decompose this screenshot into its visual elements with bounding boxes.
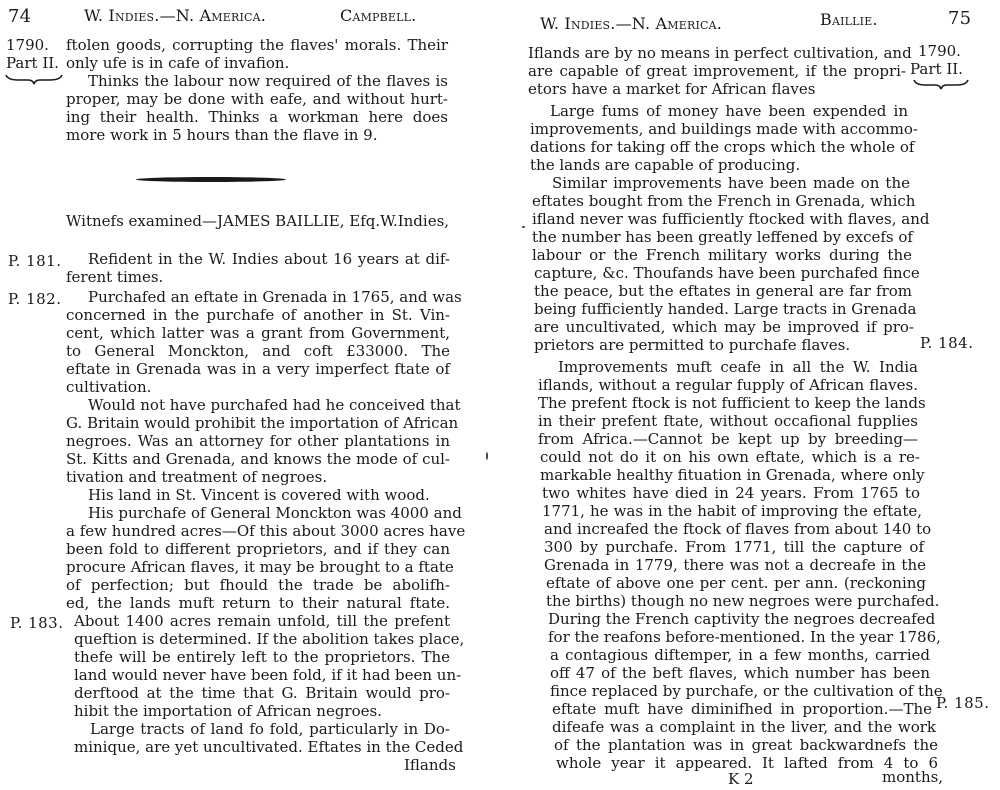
right-page (500, 0, 1000, 790)
text-line: cultivation. (66, 378, 152, 396)
text-line: Improvements muft ceafe in all the W. India (558, 358, 918, 376)
page-header (8, 6, 31, 27)
text-line: ftolen goods, corrupting the flaves' morals. Their (66, 36, 448, 54)
page-reference: P. 182. (8, 290, 62, 308)
text-line: Iflands are by no means in perfect cultivation, and (528, 44, 912, 62)
text-line: thefe will be entirely left to the proprietors. The (74, 648, 450, 666)
text-line: Grenada in 1779, there was not a decreafe in the (544, 556, 926, 574)
text-line: are uncultivated, which may be improved if pro- (534, 318, 914, 336)
print-speck (486, 452, 488, 460)
text-line: capture, &c. Thoufands have been purchafed fince (534, 264, 920, 282)
text-line: tivation and treatment of negroes. (66, 468, 328, 486)
text-line: ing their health. Thinks a workman here does (66, 108, 448, 126)
text-line: the births) though no new negroes were purchafed. (546, 592, 940, 610)
text-line: being fufficiently handed. Large tracts in Grenada (534, 300, 917, 318)
signature-mark: K 2 (728, 770, 754, 788)
running-head: W. Indies.—N. America. (84, 6, 267, 25)
brace-icon (912, 78, 970, 90)
catchword: months, (882, 768, 944, 786)
page-number: 74 (8, 6, 32, 27)
text-line: markable healthy fituation in Grenada, where only (540, 466, 925, 484)
text-line: the lands are capable of producing. (530, 156, 801, 174)
text-line: a contagious diftemper, in a few months, carried (550, 646, 930, 664)
text-line: During the French captivity the negroes decreafed (548, 610, 936, 628)
text-line: more work in 5 hours than the flave in 9. (66, 126, 378, 144)
text-line: About 1400 acres remain unfold, till the prefent (74, 612, 450, 630)
text-line: Would not have purchafed had he conceived that (88, 396, 461, 414)
text-line: of perfection; but fhould the trade be abolifh- (66, 576, 450, 594)
margin-year: 1790. (6, 36, 49, 54)
text-line: a few hundred acres—Of this about 3000 acres have (66, 522, 466, 540)
text-line: improvements, and buildings made with accommo- (530, 120, 918, 138)
text-line: ed, the lands muft return to their natural ftate. (66, 594, 450, 612)
text-line: minique, are yet uncultivated. Eftates in the Ceded (74, 738, 464, 756)
page-reference: P. 183. (10, 614, 64, 632)
text-line: Thinks the labour now required of the flaves is (88, 72, 448, 90)
text-line: only ufe is in cafe of invafion. (66, 54, 290, 72)
page-header (948, 8, 971, 29)
brace-icon (4, 73, 64, 85)
text-line: 1771, he was in the habit of improving the eftate, (542, 502, 922, 520)
running-head-name: Campbell. (340, 6, 417, 25)
margin-year: 1790. (918, 42, 961, 60)
text-line: off 47 of the beft flaves, which number has been (550, 664, 930, 682)
text-line: and increafed the ftock of flaves from about 140 to (544, 520, 932, 538)
text-line: The prefent ftock is not fufficient to keep the lands (538, 394, 926, 412)
text-line: eftates bought from the French in Grenada, which (532, 192, 916, 210)
page-reference: P. 184. (920, 334, 974, 352)
text-line: labour or the French military works during the (532, 246, 912, 264)
text-line: Similar improvements have been made on the (552, 174, 910, 192)
margin-part: Part II. (6, 54, 59, 72)
text-line: concerned in the purchafe of another in St. Vin- (66, 306, 450, 324)
text-line: could not do it on his own eftate, which is a re- (540, 448, 920, 466)
page-number: 75 (948, 8, 972, 29)
text-line: proper, may be done with eafe, and without hurt- (66, 90, 448, 108)
text-line: fince replaced by purchafe, or the cultivation of the (550, 682, 943, 700)
catchword: Iflands (404, 756, 456, 774)
text-line: Large tracts of land fo fold, particularly in Do- (90, 720, 450, 738)
text-line: derftood at the time that G. Britain would pro- (74, 684, 450, 702)
text-line: for the reafons before-mentioned. In the year 1786, (548, 628, 941, 646)
text-line: dations for taking off the crops which the whole of (530, 138, 915, 156)
text-line: G. Britain would prohibit the importation of African (66, 414, 459, 432)
text-line: eftate muft have diminifhed in proportion.—The (552, 700, 932, 718)
left-page (0, 0, 492, 790)
text-line: to General Monckton, and coft £33000. The (66, 342, 450, 360)
text-line: Purchafed an eftate in Grenada in 1765, and was (88, 288, 462, 306)
text-line: eftate in Grenada was in a very imperfect ftate of (66, 360, 450, 378)
text-line: procure African flaves, it may be brought to a ftate (66, 558, 454, 576)
text-line: difeafe was a complaint in the liver, and the work (552, 718, 936, 736)
text-line: Large fums of money have been expended in (550, 102, 908, 120)
text-line: negroes. Was an attorney for other plantations in (66, 432, 450, 450)
text-line: His purchafe of General Monckton was 4000 and (88, 504, 462, 522)
text-line: ifland never was fufficiently ftocked with flaves, and (532, 210, 930, 228)
text-line: the number has been greatly leffened by excefs of (532, 228, 913, 246)
text-line: ferent times. (66, 268, 164, 286)
text-line: whole year it appeared. It lafted from 4 to 6 (556, 754, 938, 772)
text-line: 300 by purchafe. From 1771, till the capture of (544, 538, 924, 556)
text-line: been fold to different proprietors, and if they can (66, 540, 450, 558)
text-line: queftion is determined. If the abolition takes place, (74, 630, 465, 648)
running-head-name: Baillie. (820, 10, 878, 29)
text-line: etors have a market for African flaves (528, 80, 816, 98)
text-line: two whites have died in 24 years. From 1765 to (542, 484, 920, 502)
text-line: iflands, without a regular fupply of African flaves. (538, 376, 918, 394)
text-line: prietors are permitted to purchafe flaves. (534, 336, 851, 354)
text-line: land would never have been fold, if it had been un- (74, 666, 462, 684)
text-line: are capable of great improvement, if the propri- (528, 62, 906, 80)
page-reference: P. 181. (8, 252, 62, 270)
text-line: the peace, but the eftates in general are far from (534, 282, 912, 300)
text-line: St. Kitts and Grenada, and knows the mode of cul- (66, 450, 450, 468)
text-line: eftate of above one per cent. per ann. (reckoning (546, 574, 926, 592)
text-line: hibit the importation of African negroes. (74, 702, 382, 720)
section-divider (136, 177, 286, 182)
witness-heading: Witnefs examined—JAMES BAILLIE, Efq.W.Indies, (66, 212, 450, 230)
text-line: of the plantation was in great backwardnefs the (554, 736, 938, 754)
page-reference: P. 185. (936, 694, 990, 712)
text-line: in their prefent ftate, without occafional fupplies (538, 412, 918, 430)
text-line: His land in St. Vincent is covered with wood. (88, 486, 430, 504)
text-line: Refident in the W. Indies about 16 years at dif- (88, 250, 450, 268)
running-head: W. Indies.—N. America. (540, 14, 723, 33)
text-line: cent, which latter was a grant from Government, (66, 324, 450, 342)
text-line: from Africa.—Cannot be kept up by breeding— (538, 430, 918, 448)
print-speck (522, 226, 525, 228)
margin-part: Part II. (910, 60, 963, 78)
